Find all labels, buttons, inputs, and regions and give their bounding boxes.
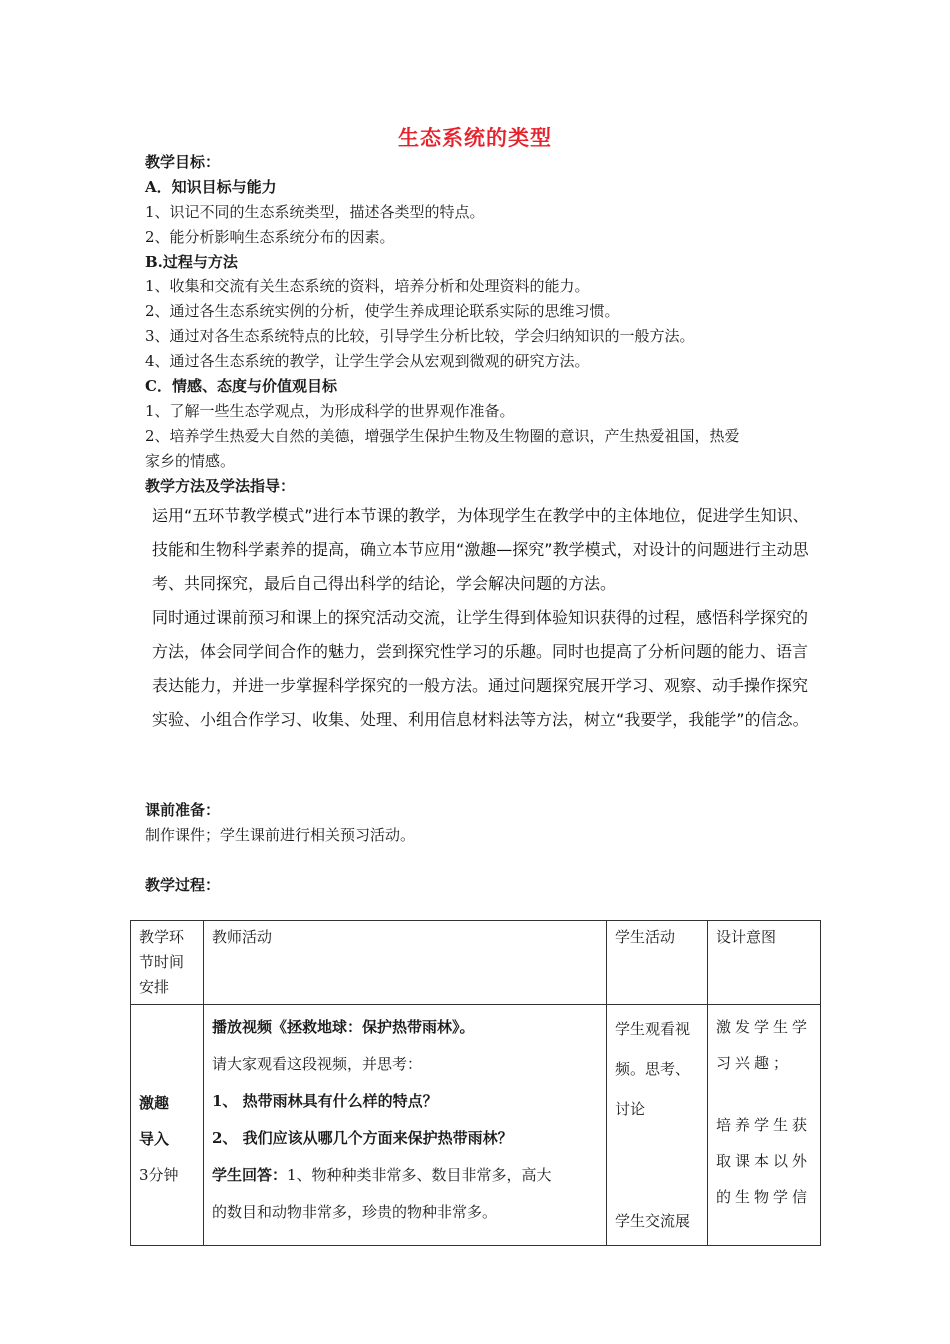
activity-line: 播放视频《拯救地球：保护热带雨林》。 [212,1018,475,1036]
prep-text: 制作课件；学生课前进行相关预习活动。 [145,826,416,844]
activity-line [212,1157,598,1194]
goal-b-item: 2、通过各生态系统实例的分析，使学生养成理论联系实际的思维习惯。 [145,302,620,320]
goal-b-item: 1、收集和交流有关生态系统的资料，培养分析和处理资料的能力。 [145,277,590,295]
goal-c-heading: C．情感、态度与价值观目标 [145,377,337,395]
activity-line: 的数目和动物非常多，珍贵的物种非常多。 [212,1203,498,1221]
process-heading: 教学过程： [145,876,221,894]
methods-heading: 教学方法及学法指导： [145,477,296,495]
header-cell: 设计意图 [708,921,821,1005]
answer-label: 学生回答： [212,1166,288,1184]
process-table [130,920,821,1246]
goal-c-item: 2、培养学生热爱大自然的美德，增强学生保护生物及生物圈的意识，产生热爱祖国，热爱 [145,427,740,445]
goal-a-item: 1、识记不同的生态系统类型，描述各类型的特点。 [145,203,485,221]
table-header-row [131,921,821,1005]
document-title: 生态系统的类型 [398,125,552,150]
prep-heading: 课前准备： [145,801,221,819]
header-cell: 教师活动 [204,921,607,1005]
cell-spacer [716,1081,812,1107]
header-cell: 教学环节时间安排 [131,921,204,1005]
student-activity-text: 学生观看视频。思考、讨论 [615,1020,691,1118]
design-intent-cell [708,1005,821,1246]
goal-c-item: 家乡的情感。 [145,452,236,470]
goal-b-heading: B.过程与方法 [145,253,238,271]
student-activity-text: 学生交流展 [615,1212,691,1230]
table-row [131,1005,821,1246]
methods-paragraph: 运用“五环节教学模式”进行本节课的教学，为体现学生在教学中的主体地位，促进学生知识、技能和生物科学素养的提高，确立本节应用“激趣—探究”教学模式，对设计的问题进行主动思考、共同探究，最后自己得出科学的结论，学会解决问题的方法。 [152,506,809,593]
answer-text: 1、物种种类非常多、数目非常多，高大 [287,1166,552,1184]
cell-spacer [615,1129,699,1201]
activity-question: 2、 我们应该从哪几个方面来保护热带雨林？ [212,1129,513,1147]
activity-question: 1、 热带雨林具有什么样的特点？ [212,1092,438,1110]
design-intent-text: 激发学生学习兴趣； [716,1018,812,1072]
methods-paragraph: 同时通过课前预习和课上的探究活动交流，让学生得到体验知识获得的过程，感悟科学探究的方法，体会同学间合作的魅力，尝到探究性学习的乐趣。同时也提高了分析问题的能力、语言表达能力，并进一步掌握科学探究的一般方法。通过问题探究展开学习、观察、动手操作探究实验、小组合作学习、收集、处理、利用信息材料法等方法，树立“我要学，我能学”的信念。 [152,608,809,729]
activity-line: 请大家观看这段视频，并思考： [212,1055,423,1073]
stage-time: 3分钟 [139,1166,179,1184]
design-intent-text: 培养学生获取课本以外的生物学信 [716,1116,812,1206]
student-activity-cell [607,1005,708,1246]
methods-body [152,499,820,737]
goal-a-item: 2、能分析影响生态系统分布的因素。 [145,228,395,246]
goal-c-item: 1、了解一些生态学观点，为形成科学的世界观作准备。 [145,402,515,420]
stage-cell [131,1005,204,1246]
goals-heading: 教学目标： [145,153,221,171]
goal-b-item: 4、通过各生态系统的教学，让学生学会从宏观到微观的研究方法。 [145,352,590,370]
teacher-activity-cell [204,1005,607,1246]
goal-a-heading: A．知识目标与能力 [145,178,277,196]
goal-b-item: 3、通过对各生态系统特点的比较，引导学生分析比较，学会归纳知识的一般方法。 [145,327,695,345]
stage-name: 激趣 [139,1094,170,1112]
header-cell: 学生活动 [607,921,708,1005]
stage-name: 导入 [139,1130,170,1148]
